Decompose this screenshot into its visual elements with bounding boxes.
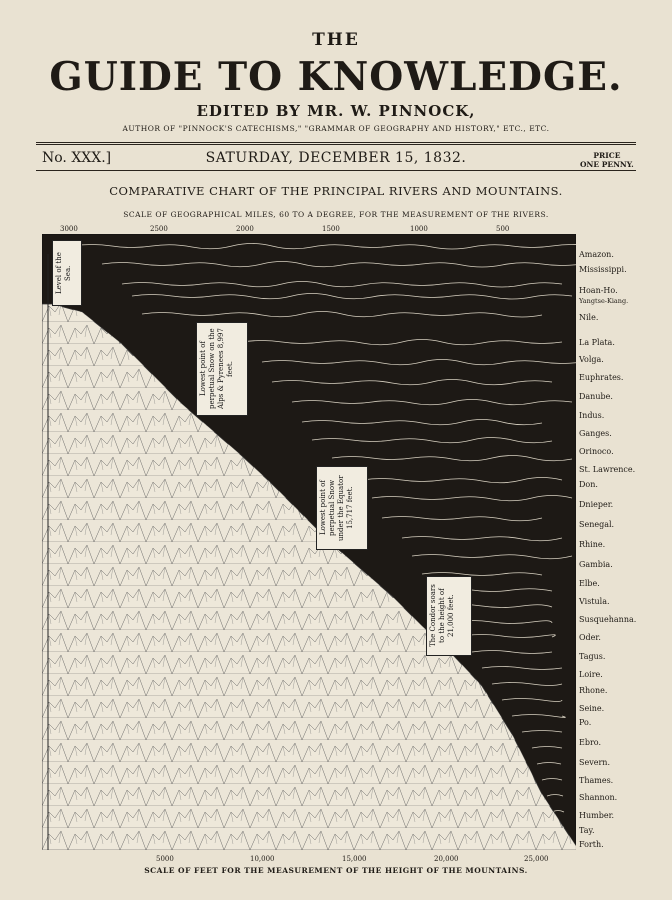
top-tick-1500: 1500 [322,225,340,233]
river-label-gambia: Gambia. [579,560,613,569]
river-label-oder: Oder. [579,633,601,642]
river-label-po: Po. [579,718,592,727]
callout-alps-snow: Lowest point of perpetual Snow on the Alps & Pyrenees 8,997 feet. [196,322,248,416]
river-label-senegal: Senegal. [579,520,615,529]
top-rule-2 [36,144,636,145]
river-label-don: Don. [579,480,598,489]
bottom-tick-5000: 5000 [156,855,174,863]
river-label-danube: Danube. [579,392,613,401]
river-label-shannon: Shannon. [579,793,618,802]
bottom-tick-15000: 15,000 [342,855,367,863]
author-line: AUTHOR OF "PINNOCK'S CATECHISMS," "GRAMMAR OF GEOGRAPHY AND HISTORY," ETC., ETC. [122,124,550,133]
top-tick-500: 500 [496,225,510,233]
river-label-thames: Thames. [579,776,614,785]
top-rule [36,142,636,143]
river-label-la-plata: La Plata. [579,338,615,347]
price-label [580,151,634,169]
river-label-st-lawrence: St. Lawrence. [579,465,636,474]
masthead-the: THE [312,30,360,50]
chart-title: COMPARATIVE CHART OF THE PRINCIPAL RIVERS AND MOUNTAINS. [109,184,563,198]
river-label-volga: Volga. [579,355,604,364]
price-line1: PRICE [593,151,621,160]
issue-date: SATURDAY, DECEMBER 15, 1832. [205,150,467,166]
mid-rule [36,170,636,171]
river-label-euphrates: Euphrates. [579,373,624,382]
river-label-indus: Indus. [579,411,605,420]
river-label-dnieper: Dnieper. [579,500,614,509]
bottom-tick-25000: 25,000 [524,855,549,863]
top-tick-1000: 1000 [410,225,428,233]
river-label-susquehanna: Susquehanna. [579,615,637,624]
callout-condor: The Condor soars to the height of 21,000 feet. [426,576,472,656]
river-label-vistula: Vistula. [579,597,610,606]
masthead-title: GUIDE TO KNOWLEDGE. [49,54,623,100]
top-scale-label: SCALE OF GEOGRAPHICAL MILES, 60 TO A DEGREE, FOR THE MEASUREMENT OF THE RIVERS. [123,210,549,219]
river-label-hoan-ho: Hoan-Ho. [579,286,618,295]
bottom-scale-label: SCALE OF FEET FOR THE MEASUREMENT OF THE HEIGHT OF THE MOUNTAINS. [144,866,528,875]
river-label-rhone: Rhone. [579,686,608,695]
top-tick-2500: 2500 [150,225,168,233]
river-label-yangtse: Yangtse-Kiang. [579,297,629,305]
issue-number: No. XXX.] [42,150,112,166]
river-label-forth: Forth. [579,840,604,849]
river-label-severn: Severn. [579,758,610,767]
river-label-ganges: Ganges. [579,429,612,438]
bottom-tick-20000: 20,000 [434,855,459,863]
river-label-tay: Tay. [579,826,595,835]
price-line2: ONE PENNY. [580,160,634,169]
river-label-elbe: Elbe. [579,579,600,588]
river-label-mississippi: Mississippi. [579,265,627,274]
river-label-amazon: Amazon. [579,250,614,259]
bottom-tick-10000: 10,000 [250,855,275,863]
river-label-orinoco: Orinoco. [579,447,614,456]
top-tick-2000: 2000 [236,225,254,233]
river-label-loire: Loire. [579,670,603,679]
editor-line: EDITED BY MR. W. PINNOCK, [196,102,476,120]
river-label-tagus: Tagus. [579,652,606,661]
top-tick-3000: 3000 [60,225,78,233]
rivers-mountains-illustration [42,234,576,850]
river-label-ebro: Ebro. [579,738,602,747]
river-label-nile: Nile. [579,313,599,322]
river-label-rhine: Rhine. [579,540,606,549]
river-label-humber: Humber. [579,811,615,820]
callout-sea-level: Level of the Sea. [52,240,82,306]
river-label-seine: Seine. [579,704,605,713]
callout-equator-snow: Lowest point of perpetual Snow under the Equator 15,717 feet. [316,466,368,550]
